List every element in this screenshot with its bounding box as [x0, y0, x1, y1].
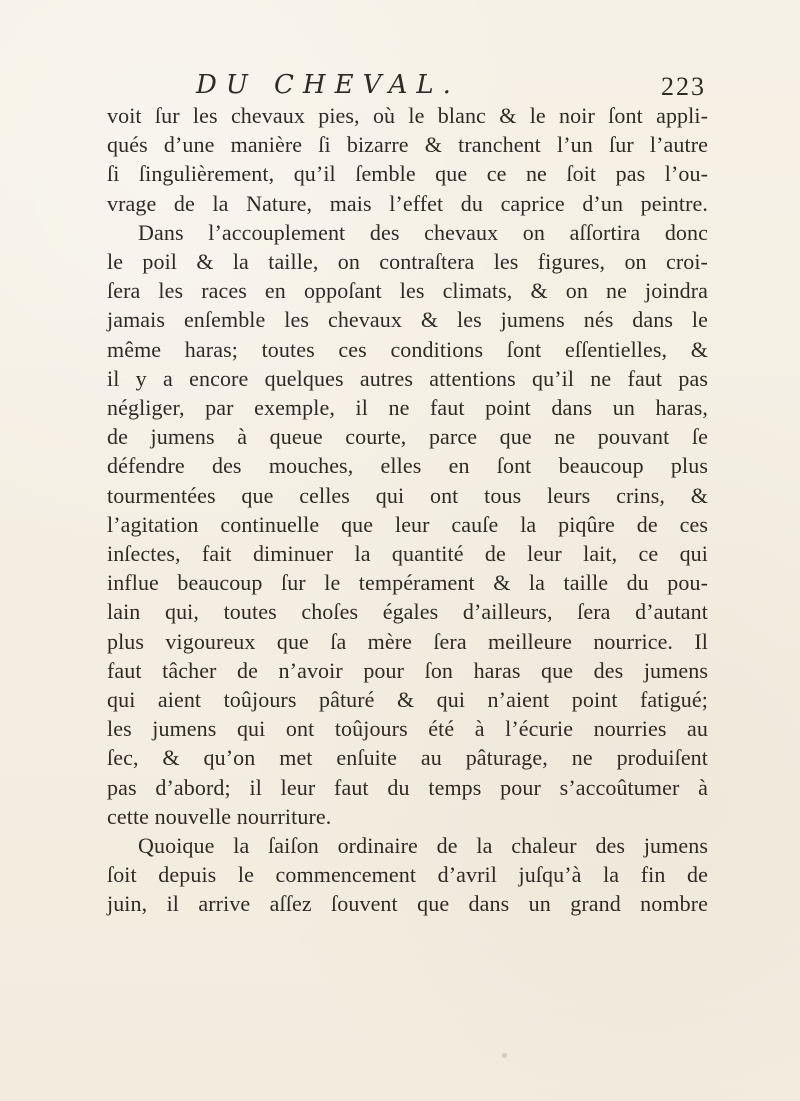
text-line: ſec, & qu’on met enſuite au pâturage, ne produiſent [107, 745, 708, 771]
text-line: pas d’abord; il leur faut du temps pour s’accoûtumer à [107, 774, 708, 800]
text-line: jamais enſemble les chevaux & les jumens nés dans le [107, 307, 708, 333]
text-line: ſera les races en oppoſant les climats, & on ne joindra [107, 278, 708, 304]
text-line: l’agitation continuelle que leur cauſe la piqûre de ces [107, 511, 708, 537]
text-line: de jumens à queue courte, parce que ne pouvant ſe [107, 424, 708, 450]
text-line: lain qui, toutes choſes égales d’ailleurs, ſera d’autant [107, 599, 708, 625]
text-line: vrage de la Nature, mais l’effet du caprice d’un peintre. [107, 190, 708, 216]
text-line: Dans l’accouplement des chevaux on aſſortira donc [138, 219, 708, 245]
text-line: voit ſur les chevaux pies, où le blanc & le noir ſont appli- [107, 103, 708, 128]
text-line: les jumens qui ont toûjours été à l’écurie nourries au [107, 716, 708, 742]
text-line: Quoique la ſaiſon ordinaire de la chaleur des jumens [138, 833, 708, 859]
text-line: juin, il arrive aſſez ſouvent que dans un grand nombre [107, 891, 708, 917]
page-number: 223 [661, 72, 706, 101]
text-line: il y a encore quelques autres attentions qu’il ne faut pas [107, 365, 708, 391]
body-text [107, 101, 708, 919]
text-line: faut tâcher de n’avoir pour ſon haras que des jumens [107, 657, 708, 683]
text-line: ſoit depuis le commencement d’avril juſqu’à la fin de [107, 862, 708, 888]
text-line: qués d’une manière ſi bizarre & tranchent l’un ſur l’autre [107, 132, 708, 158]
text-line: même haras; toutes ces conditions ſont eſſentielles, & [107, 336, 708, 362]
text-line: qui aient toûjours pâturé & qui n’aient point fatigué; [107, 687, 708, 713]
text-line: cette nouvelle nourriture. [107, 803, 332, 829]
running-head: DU CHEVAL. [196, 70, 460, 100]
text-line: influe beaucoup ſur le tempérament & la taille du pou- [107, 570, 708, 596]
text-line: négliger, par exemple, il ne faut point dans un haras, [107, 395, 708, 421]
text-line: défendre des mouches, elles en ſont beaucoup plus [107, 453, 708, 479]
paper-speck [502, 1053, 507, 1058]
text-line: tourmentées que celles qui ont tous leurs crins, & [107, 482, 708, 508]
text-line: inſectes, fait diminuer la quantité de leur lait, ce qui [107, 541, 708, 567]
text-line: plus vigoureux que ſa mère ſera meilleure nourrice. Il [107, 628, 708, 654]
text-line: ſi ſingulièrement, qu’il ſemble que ce ne ſoit pas l’ou- [107, 161, 708, 187]
text-line: le poil & la taille, on contraſtera les figures, on croi- [107, 249, 708, 275]
